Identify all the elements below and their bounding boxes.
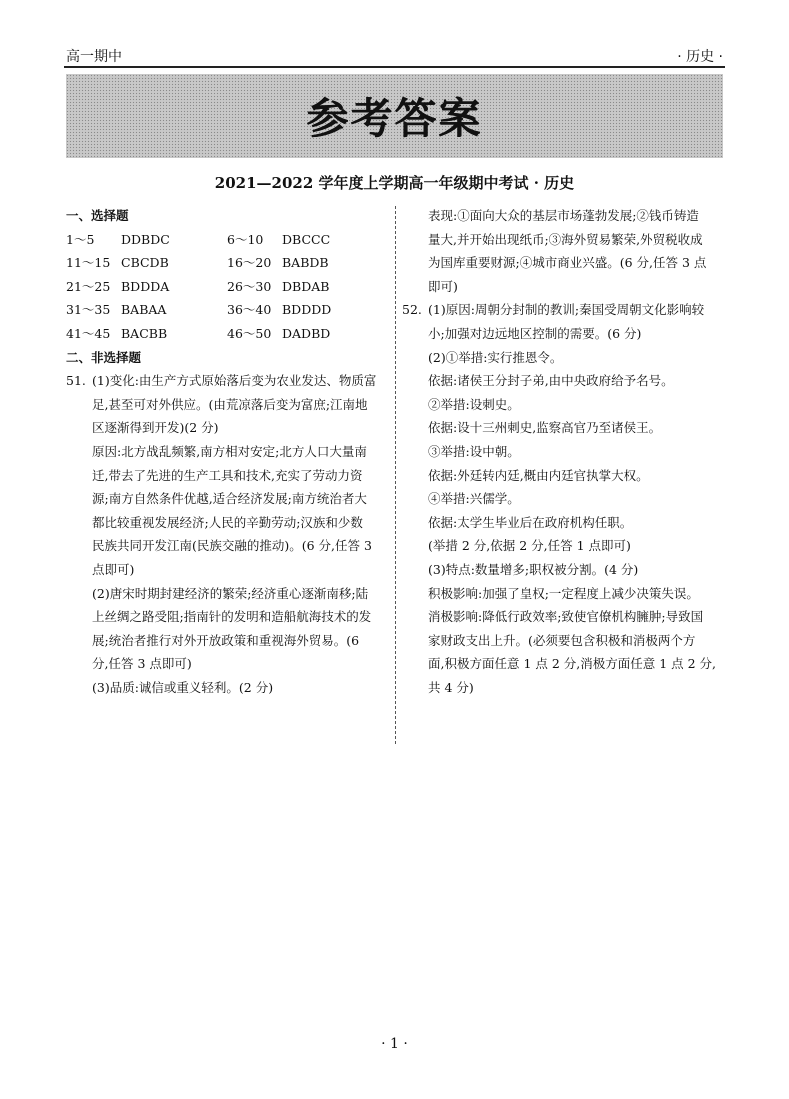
answer-line: 面,积极方面任意 1 点 2 分,消极方面任意 1 点 2 分,: [428, 656, 717, 672]
answer-banner: [66, 74, 723, 158]
answer-range: 6～10: [227, 231, 264, 247]
answer-line: ②举措:设刺史。: [428, 396, 520, 412]
section-title-nonchoice: 二、非选择题: [66, 349, 142, 365]
answer-letters: BDDDA: [121, 278, 170, 294]
answer-line: ④举措:兴儒学。: [428, 491, 520, 507]
answer-row: [66, 322, 388, 346]
answer-line: 积极影响:加强了皇权;一定程度上减少决策失误。: [428, 585, 699, 601]
answer-line: 都比较重视发展经济;人民的辛勤劳动;汉族和少数: [92, 514, 363, 530]
answer-letters: BABAA: [121, 302, 167, 318]
answer-line: 消极影响:降低行政效率;致使官僚机构臃肿;导致国: [428, 609, 704, 625]
answer-line: 民族共同开发江南(民族交融的推动)。(6 分,任答 3: [92, 538, 372, 554]
page-number: · 1 ·: [381, 1036, 408, 1052]
answer-letters: DBDAB: [282, 278, 330, 294]
question-number: 51.: [66, 373, 86, 389]
answer-line: 足,甚至可对外供应。(由荒凉落后变为富庶;江南地: [92, 396, 368, 412]
answer-line: 区逐渐得到开发)(2 分): [92, 420, 219, 436]
answer-letters: BACBB: [121, 325, 168, 341]
answer-line: 依据:外廷转内廷,概由内廷官执掌大权。: [428, 467, 649, 483]
answer-line: 依据:诸侯王分封子弟,由中央政府给予名号。: [428, 373, 674, 389]
answer-letters: BABDB: [282, 255, 329, 271]
answer-line: 依据:设十三州刺史,监察高官乃至诸侯王。: [428, 420, 662, 436]
answer-line: (1)变化:由生产方式原始落后变为农业发达、物质富: [92, 373, 377, 389]
answer-line: ③举措:设中朝。: [428, 443, 520, 459]
answer-line: 共 4 分): [428, 679, 474, 695]
answer-line: 原因:北方战乱频繁,南方相对安定;北方人口大量南: [92, 443, 367, 459]
answer-line: (3)品质:诚信或重义轻利。(2 分): [92, 679, 274, 695]
answer-row: [66, 275, 388, 299]
answer-letters: DADBD: [282, 325, 331, 341]
answer-line: 迁,带去了先进的生产工具和技术,充实了劳动力资: [92, 467, 363, 483]
section-title-choice: 一、选择题: [66, 208, 129, 223]
exam-title: 2021—2022 学年度上学期高一年级期中考试 · 历史: [214, 174, 575, 192]
answer-line: 展;统治者推行对外开放政策和重视海外贸易。(6: [92, 632, 360, 648]
answer-range: 26～30: [227, 278, 272, 294]
header-rule: [64, 66, 725, 68]
answer-line: 依据:太学生毕业后在政府机构任职。: [428, 514, 633, 530]
answer-range: 41～45: [66, 325, 111, 341]
answer-line: 即可): [428, 278, 458, 294]
answer-range: 1～5: [66, 231, 95, 247]
column-divider: [395, 206, 396, 744]
question-51: [66, 369, 388, 699]
question-52: [402, 298, 722, 699]
answer-line: 小;加强对边远地区控制的需要。(6 分): [428, 325, 642, 341]
answer-range: 11～15: [66, 255, 111, 271]
header-subject-grade: 高一期中: [66, 49, 122, 65]
answer-line: 源;南方自然条件优越,适合经济发展;南方统治者大: [92, 491, 367, 507]
answer-row: [66, 251, 388, 275]
answer-row: [66, 228, 388, 252]
answer-row: [66, 298, 388, 322]
answer-line: 点即可): [92, 561, 135, 577]
answer-line: (1)原因:周朝分封制的教训;秦国受周朝文化影响较: [428, 302, 705, 318]
answer-line: 分,任答 3 点即可): [92, 656, 192, 672]
left-column: [66, 204, 388, 699]
answer-line: (2)①举措:实行推恩令。: [428, 349, 563, 365]
answer-line: (2)唐宋时期封建经济的繁荣;经济重心逐渐南移;陆: [92, 585, 369, 601]
answer-range: 21～25: [66, 278, 111, 294]
banner-title: 参考答案: [306, 94, 483, 143]
answer-letters: DDBDC: [121, 231, 170, 247]
answer-line: 量大,并开始出现纸币;③海外贸易繁荣,外贸税收成: [428, 231, 703, 247]
answer-line: 上丝绸之路受阻;指南针的发明和造船航海技术的发: [92, 609, 372, 625]
answer-range: 36～40: [227, 302, 272, 318]
right-column: [402, 204, 722, 699]
answer-letters: BDDDD: [282, 302, 332, 318]
answer-letters: CBCDB: [121, 255, 169, 271]
answer-range: 31～35: [66, 302, 111, 318]
answer-line: (3)特点:数量增多;职权被分割。(4 分): [428, 561, 639, 577]
answer-range: 16～20: [227, 255, 272, 271]
question-number: 52.: [402, 302, 422, 318]
answer-range: 46～50: [227, 325, 272, 341]
header-subject: · 历史 ·: [677, 49, 723, 65]
answer-line: 家财政支出上升。(必须要包含积极和消极两个方: [428, 632, 696, 648]
answer-letters: DBCCC: [282, 231, 331, 247]
answer-line: (举措 2 分,依据 2 分,任答 1 点即可): [428, 538, 631, 554]
answer-line: 为国库重要财源;④城市商业兴盛。(6 分,任答 3 点: [428, 255, 707, 271]
answer-line: 表现:①面向大众的基层市场蓬勃发展;②钱币铸造: [428, 208, 699, 223]
question-51-continued: [402, 204, 722, 298]
